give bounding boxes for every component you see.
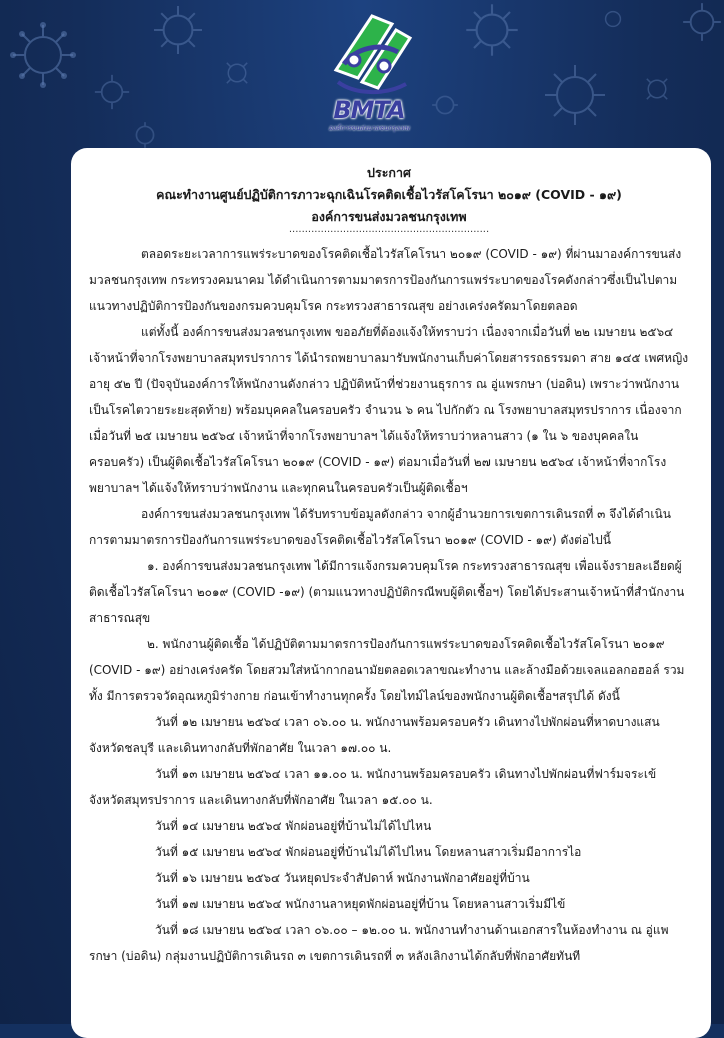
logo-subtitle: องค์การขนส่งมวลชนกรุงเทพ — [328, 124, 410, 132]
paragraph-case-report: แต่ทั้งนี้ องค์การขนส่งมวลชนกรุงเทพ ขออภัยที่ต้องแจ้งให้ทราบว่า เนื่องจากเมื่อวันที่ ๒๒ เมษายน ๒๕๖๔ เจ้าหน้าที่จากโรงพยาบาลสมุทรปราการ ได้นำรถพยาบาลมารับพนักงานเก็บค่าโดยสารรถธรรมดา สาย ๑๔๕ เพศหญิง อายุ ๕๒ ปี (ปัจจุบันองค์การให้พนักงานดังกล่าว ปฏิบัติหน้าที่ช่วยงานธุรการ ณ อู่แพรกษา (บ่อดิน) เพราะว่าพนักงานเป็นโรคไตวายระยะสุดท้าย) พร้อมบุคคลในครอบครัว จำนวน ๖ คน ไปกักตัว ณ โรงพยาบาลสมุทรปราการ เนื่องจากเมื่อวันที่ ๒๕ เมษายน ๒๕๖๔ เจ้าหน้าที่จากโรงพยาบาลฯ ได้แจ้งให้ทราบว่าหลานสาว (๑ ใน ๖ ของบุคคลในครอบครัว) เป็นผู้ติดเชื้อไวรัสโคโรนา ๒๐๑๙ (COVID - ๑๙) ต่อมาเมื่อวันที่ ๒๗ เมษายน ๒๕๖๔ เจ้าหน้าที่จากโรงพยาบาลฯ ได้แจ้งให้ทราบว่าพนักงาน และทุกคนในครอบครัวเป็นผู้ติดเชื้อฯ — [89, 325, 689, 495]
virus-icon — [680, 0, 724, 44]
virus-icon — [600, 6, 626, 32]
bmta-logo — [314, 8, 424, 134]
timeline-entry: วันที่ ๑๘ เมษายน ๒๕๖๔ เวลา ๐๖.๐๐ – ๑๒.๐๐ น. พนักงานทำงานด้านเอกสารในห้องทำงาน ณ อู่แพรกษา (บ่อดิน) กลุ่มงานปฏิบัติการเดินรถ ๓ เขตการเดินรถที่ ๓ หลังเลิกงานได้กลับที่พักอาศัยทันที — [89, 923, 669, 963]
virus-icon — [462, 0, 522, 60]
virus-icon — [130, 120, 160, 150]
measure-item-2: ๒. พนักงานผู้ติดเชื้อ ได้ปฏิบัติตามมาตรการป้องกันการแพร่ระบาดของโรคติดเชื้อไวรัสโคโรนา ๒๐๑๙ (COVID - ๑๙) อย่างเคร่งครัด โดยสวมใส่หน้ากากอนามัยตลอดเวลาขณะทำงาน และล้างมือด้วยเจลแอลกอฮอล์ รวมทั้ง มีการตรวจวัดอุณหภูมิร่างกาย ก่อนเข้าทำงานทุกครั้ง โดยไทม์ไลน์ของพนักงานผู้ติดเชื้อฯสรุปได้ ดังนี้ — [89, 637, 685, 703]
announcement-committee: คณะทำงานศูนย์ปฏิบัติการภาวะฉุกเฉินโรคติดเชื้อไวรัสโคโรนา ๒๐๑๙ (COVID - ๑๙) — [156, 187, 622, 202]
logo-wordmark: BMTA — [333, 96, 405, 124]
paragraph-intro: ตลอดระยะเวลาการแพร่ระบาดของโรคติดเชื้อไวรัสโคโรนา ๒๐๑๙ (COVID - ๑๙) ที่ผ่านมาองค์การขนส่งมวลชนกรุงเทพ กระทรวงคมนาคม ได้ดำเนินการตามมาตรการป้องกันการแพร่ระบาดของโรคดังกล่าวซึ่งเป็นไปตามแนวทางปฏิบัติการป้องกันของกรมควบคุมโรค กระทรวงสาธารณสุข อย่างเคร่งครัดมาโดยตลอด — [89, 247, 682, 313]
measure-item-1: ๑. องค์การขนส่งมวลชนกรุงเทพ ได้มีการแจ้งกรมควบคุมโรค กระทรวงสาธารณสุข เพื่อแจ้งรายละเอียดผู้ติดเชื้อไวรัสโคโรนา ๒๐๑๙ (COVID -๑๙) (ตามแนวทางปฏิบัติกรณีพบผู้ติดเชื้อฯ) โดยได้ประสานเจ้าหน้าที่สำนักงานสาธารณสุข — [89, 559, 685, 625]
timeline-entry: วันที่ ๑๓ เมษายน ๒๕๖๔ เวลา ๑๑.๐๐ น. พนักงานพร้อมครอบครัว เดินทางไปพักผ่อนที่ฟาร์มจระเข้ จังหวัดสมุทรปราการ และเดินทางกลับที่พักอาศัย ในเวลา ๑๕.๐๐ น. — [89, 767, 657, 807]
announcement-sheet — [71, 148, 711, 1038]
virus-icon — [8, 20, 78, 90]
timeline-entry: วันที่ ๑๖ เมษายน ๒๕๖๔ วันหยุดประจำสัปดาห์ พนักงานพักอาศัยอยู่ที่บ้าน — [155, 871, 530, 885]
virus-icon — [430, 90, 460, 120]
timeline-entry: วันที่ ๑๗ เมษายน ๒๕๖๔ พนักงานลาหยุดพักผ่อนอยู่ที่บ้าน โดยหลานสาวเริ่มมีไข้ — [155, 897, 566, 911]
virus-icon — [540, 60, 610, 130]
announcement-organization: องค์การขนส่งมวลชนกรุงเทพ — [311, 209, 467, 224]
virus-icon — [220, 56, 254, 90]
bmta-logo-icon — [314, 8, 424, 100]
timeline-entry: วันที่ ๑๔ เมษายน ๒๕๖๔ พักผ่อนอยู่ที่บ้านไม่ได้ไปไหน — [155, 819, 432, 833]
timeline-entry: วันที่ ๑๒ เมษายน ๒๕๖๔ เวลา ๐๖.๐๐ น. พนักงานพร้อมครอบครัว เดินทางไปพักผ่อนที่หาดบางแสน จังหวัดชลบุรี และเดินทางกลับที่พักอาศัย ในเวลา ๑๗.๐๐ น. — [89, 715, 660, 755]
virus-icon — [150, 2, 206, 58]
timeline-entry: วันที่ ๑๕ เมษายน ๒๕๖๔ พักผ่อนอยู่ที่บ้านไม่ได้ไปไหน โดยหลานสาวเริ่มมีอาการไอ — [155, 845, 582, 859]
announcement-label: ประกาศ — [367, 165, 411, 180]
header-divider: ............................................................... — [288, 224, 490, 235]
virus-icon — [92, 72, 132, 112]
paragraph-measures: องค์การขนส่งมวลชนกรุงเทพ ได้รับทราบข้อมูลดังกล่าว จากผู้อำนวยการเขตการเดินรถที่ ๓ จึงได้ดำเนินการตามมาตรการป้องกันการแพร่ระบาดของโรคติดเชื้อไวรัสโคโรนา ๒๐๑๙ (COVID - ๑๙) ดังต่อไปนี้ — [89, 507, 671, 547]
virus-icon — [640, 72, 674, 106]
